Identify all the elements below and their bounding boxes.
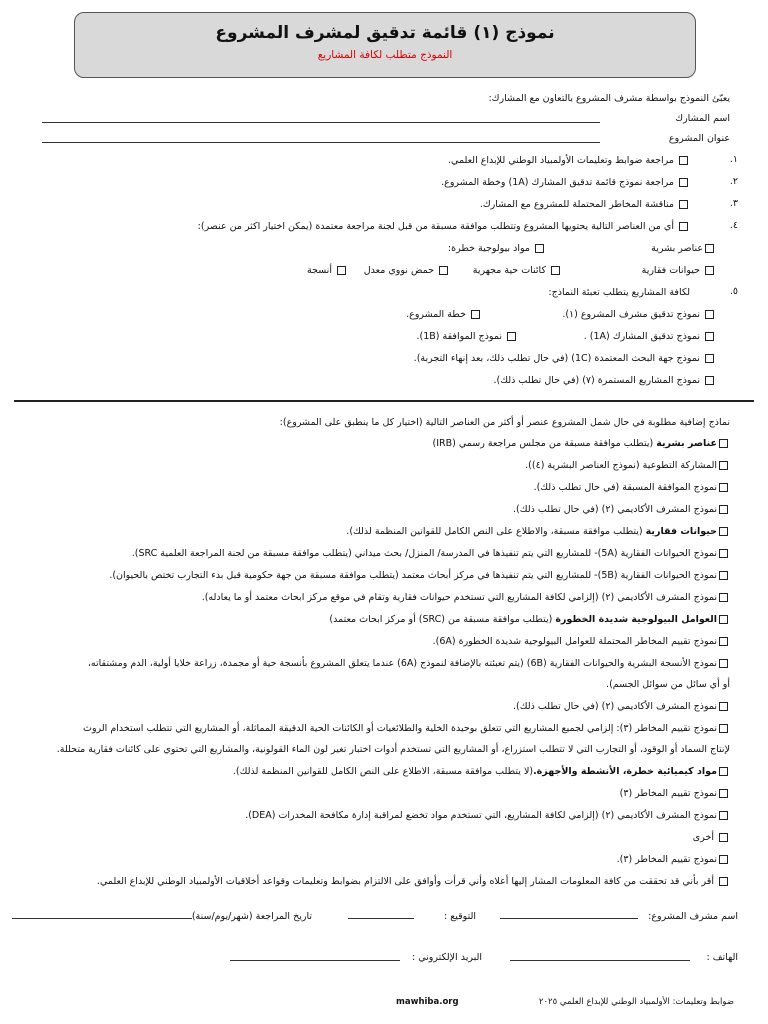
checkbox[interactable]	[471, 310, 480, 319]
biohazard-line-4-cont: لإنتاج السماد أو الوقود، أو التجارب التي لا تتطلب استزراع، أو المشاريع التي تستخدم أدوات اختبار تغير لون الماء القولونية، والمشاريع التي تحتوي على كائنات فقارية متحللة.	[56, 744, 730, 755]
item5-text: لكافة المشاريع يتطلب تعبئة النماذج:	[548, 287, 690, 298]
checkbox[interactable]	[679, 200, 688, 209]
biohazard-line-3: نموذج المشرف الأكاديمي (٢) (في حال تطلب ذلك).	[513, 700, 730, 714]
form-7: نموذج المشاريع المستمرة (٧) (في حال تطلب ذلك).	[494, 374, 716, 388]
email-label: البريد الإلكتروني :	[412, 952, 482, 963]
option-tissues: أنسجة	[307, 264, 348, 278]
review-date-label: تاريخ المراجعة (شهر/يوم/سنة)	[191, 911, 312, 922]
checkbox[interactable]	[705, 244, 714, 253]
human-line-3: نموذج المشرف الأكاديمي (٢) (في حال تطلب ذلك).	[513, 503, 730, 517]
intro-text: يعبّئ النموذج بواسطة مشرف المشروع بالتعاون مع المشارك:	[488, 93, 730, 104]
checkbox[interactable]	[719, 833, 728, 842]
checkbox[interactable]	[679, 222, 688, 231]
phone-field[interactable]	[510, 960, 690, 961]
form-1c: نموذج جهة البحث المعتمدة (1C) (في حال تطلب ذلك، بعد إنهاء التجربة).	[414, 352, 716, 366]
checkbox[interactable]	[719, 549, 728, 558]
human-line-2: نموذج الموافقة المسبقة (في حال تطلب ذلك).	[534, 481, 730, 495]
option-dna: حمض نووي معدل	[364, 264, 450, 278]
checkbox[interactable]	[705, 266, 714, 275]
option-microbes: كائنات حية مجهرية	[473, 264, 562, 278]
biohazard-line-4: نموذج تقييم المخاطر (٣): إلزامي لجميع المشاريع التي تتعلق بوحيدة الخلية والطلائعيات أو الكائنات الحية الدقيقة المماثلة، أو المشاريع التي تتطلب استخدام الروث	[83, 722, 730, 736]
checkbox[interactable]	[719, 702, 728, 711]
item-number: ٥.	[729, 286, 738, 297]
biohazard-section-title: العوامل البيولوجية شديدة الخطورة (يتطلب موافقة مسبقة من (SRC) أو مركز ابحاث معتمد)	[329, 613, 730, 627]
form-subtitle: النموذج متطلب لكافة المشاريع	[317, 49, 453, 61]
animals-line-2: نموذج الحيوانات الفقارية (5B)- للمشاريع التي يتم تنفيذها في مركز أبحاث معتمد (يتطلب موافقة مسبقة من جهة حكومية قبل بدء التجارب تختص بالحيوان).	[109, 569, 730, 583]
participant-name-field[interactable]	[42, 122, 600, 123]
checkbox[interactable]	[719, 789, 728, 798]
chem-section-title: مواد كيميائية خطرة، الأنشطة والأجهزة.(لا يتطلب موافقة مسبقة، الاطلاع على النص الكامل للقوانين المنظمة لذلك).	[233, 765, 730, 779]
checklist-item: مناقشة المخاطر المحتملة للمشروع مع المشارك.	[480, 198, 690, 212]
biohazard-line-2-cont: أو أي سائل من سوائل الجسم).	[606, 679, 730, 690]
form-title: نموذج (١) قائمة تدقيق لمشرف المشروع	[215, 23, 555, 43]
checklist-item: مراجعة نموذج قائمة تدقيق المشارك (1A) وخطة المشروع.	[441, 176, 690, 190]
chem-line-2: نموذج المشرف الأكاديمي (٢) (إلزامي لكافة المشاريع، التي تستخدم مواد تخضع لمراقبة إدارة مكافحة المخدرات (DEA).	[245, 809, 730, 823]
footer-text: ضوابط وتعليمات: الأولمبياد الوطني للإبداع العلمي ٢٠٢٥	[538, 997, 734, 1007]
checklist-item: أي من العناصر التالية يحتويها المشروع وتتطلب موافقة مسبقة من قبل لجنة مراجعة معتمدة (يمكن اختيار اكثر من عنصر):	[198, 220, 690, 234]
item-number: ٢.	[729, 176, 738, 187]
checkbox[interactable]	[719, 811, 728, 820]
human-section-title: عناصر بشرية (يتطلب موافقة مسبقة من مجلس مراجعة رسمي (IRB)	[433, 437, 730, 451]
supervisor-name-label: اسم مشرف المشروع:	[648, 911, 738, 922]
checkbox[interactable]	[719, 571, 728, 580]
option-biohazard: مواد بيولوجية خطرة:	[448, 242, 546, 256]
signature-label: التوقيع :	[444, 911, 476, 922]
biohazard-line-1: نموذج تقييم المخاطر المحتملة للعوامل البيولوجية شديدة الخطورة (6A).	[433, 635, 730, 649]
checkbox[interactable]	[719, 637, 728, 646]
checkbox[interactable]	[719, 461, 728, 470]
checkbox[interactable]	[705, 376, 714, 385]
checkbox[interactable]	[719, 724, 728, 733]
human-line-1: المشاركة التطوعية (نموذج العناصر البشرية (٤)).	[525, 459, 730, 473]
footer-site: mawhiba.org	[396, 997, 459, 1007]
checkbox[interactable]	[507, 332, 516, 341]
item-number: ١.	[729, 154, 738, 165]
checkbox[interactable]	[719, 855, 728, 864]
checkbox[interactable]	[679, 178, 688, 187]
section-divider	[14, 400, 754, 402]
phone-label: الهاتف :	[706, 952, 738, 963]
animals-line-1: نموذج الحيوانات الفقارية (5A)- للمشاريع التي يتم تنفيذها في المدرسة/ المنزل/ بحث ميداني (يتطلب موافقة مسبقة من لجنة المراجعة العلمية SRC).	[132, 547, 730, 561]
checkbox[interactable]	[705, 310, 714, 319]
supervisor-name-field[interactable]	[500, 918, 638, 919]
signature-field[interactable]	[348, 918, 414, 919]
other-line-1: نموذج تقييم المخاطر (٣).	[617, 853, 730, 867]
checkbox[interactable]	[337, 266, 346, 275]
option-vertebrates: حيوانات فقارية	[642, 264, 716, 278]
review-date-field[interactable]	[12, 918, 192, 919]
checkbox[interactable]	[719, 767, 728, 776]
checkbox[interactable]	[719, 483, 728, 492]
animals-section-title: حيوانات فقارية (يتطلب موافقة مسبقة، والاطلاع على النص الكامل للقوانين المنظمة لذلك).	[346, 525, 730, 539]
checkbox[interactable]	[719, 659, 728, 668]
checkbox[interactable]	[705, 332, 714, 341]
biohazard-line-2: نموذج الأنسجة البشرية والحيوانات الفقارية (6B) (يتم تعبئته بالإضافة لنموذج (6A) عندما يتعلق المشروع بأنسجة حية أو مجمدة، زراعة خلايا أولية، الدم ومشتقاته،	[88, 657, 730, 671]
item-number: ٣.	[729, 198, 738, 209]
declaration: أقر بأني قد تحققت من كافة المعلومات المشار إليها أعلاه وأني قرأت وأوافق على الالتزام بضوابط وتعليمات وقواعد أخلاقيات الأولمبياد الوطني للإبداع العلمي.	[97, 875, 730, 889]
checkbox[interactable]	[719, 593, 728, 602]
checkbox[interactable]	[679, 156, 688, 165]
form-1a: نموذج تدقيق المشارك (1A) .	[584, 330, 716, 344]
checkbox[interactable]	[719, 527, 728, 536]
form-1: نموذج تدقيق مشرف المشروع (١).	[562, 308, 716, 322]
chem-line-1: نموذج تقييم المخاطر (٣)	[620, 787, 730, 801]
form-1b: نموذج الموافقة (1B).	[417, 330, 519, 344]
form-plan: خطة المشروع.	[406, 308, 482, 322]
checkbox[interactable]	[719, 505, 728, 514]
participant-name-label: اسم المشارك	[675, 113, 730, 124]
checkbox[interactable]	[535, 244, 544, 253]
animals-line-3: نموذج المشرف الأكاديمي (٢) (إلزامي لكافة المشاريع التي تستخدم حيوانات فقارية وتقام في موقع مركز ابحاث معتمد أو ما يعادله).	[202, 591, 730, 605]
project-title-label: عنوان المشروع	[668, 133, 730, 144]
other-section-title: أخرى	[693, 831, 730, 845]
email-field[interactable]	[230, 960, 400, 961]
checkbox[interactable]	[439, 266, 448, 275]
form-header	[74, 12, 696, 78]
checkbox[interactable]	[705, 354, 714, 363]
project-title-field[interactable]	[42, 142, 600, 143]
option-human: عناصر بشرية	[651, 242, 716, 256]
checkbox[interactable]	[719, 877, 728, 886]
additional-intro: نماذج إضافية مطلوبة في حال شمل المشروع عنصر أو أكثر من العناصر التالية (اختيار كل ما ينطبق على المشروع):	[279, 417, 730, 428]
checklist-item: مراجعة ضوابط وتعليمات الأولمبياد الوطني للإبداع العلمي.	[448, 154, 690, 168]
checkbox[interactable]	[719, 439, 728, 448]
item-number: ٤.	[729, 220, 738, 231]
checkbox[interactable]	[551, 266, 560, 275]
checkbox[interactable]	[719, 615, 728, 624]
